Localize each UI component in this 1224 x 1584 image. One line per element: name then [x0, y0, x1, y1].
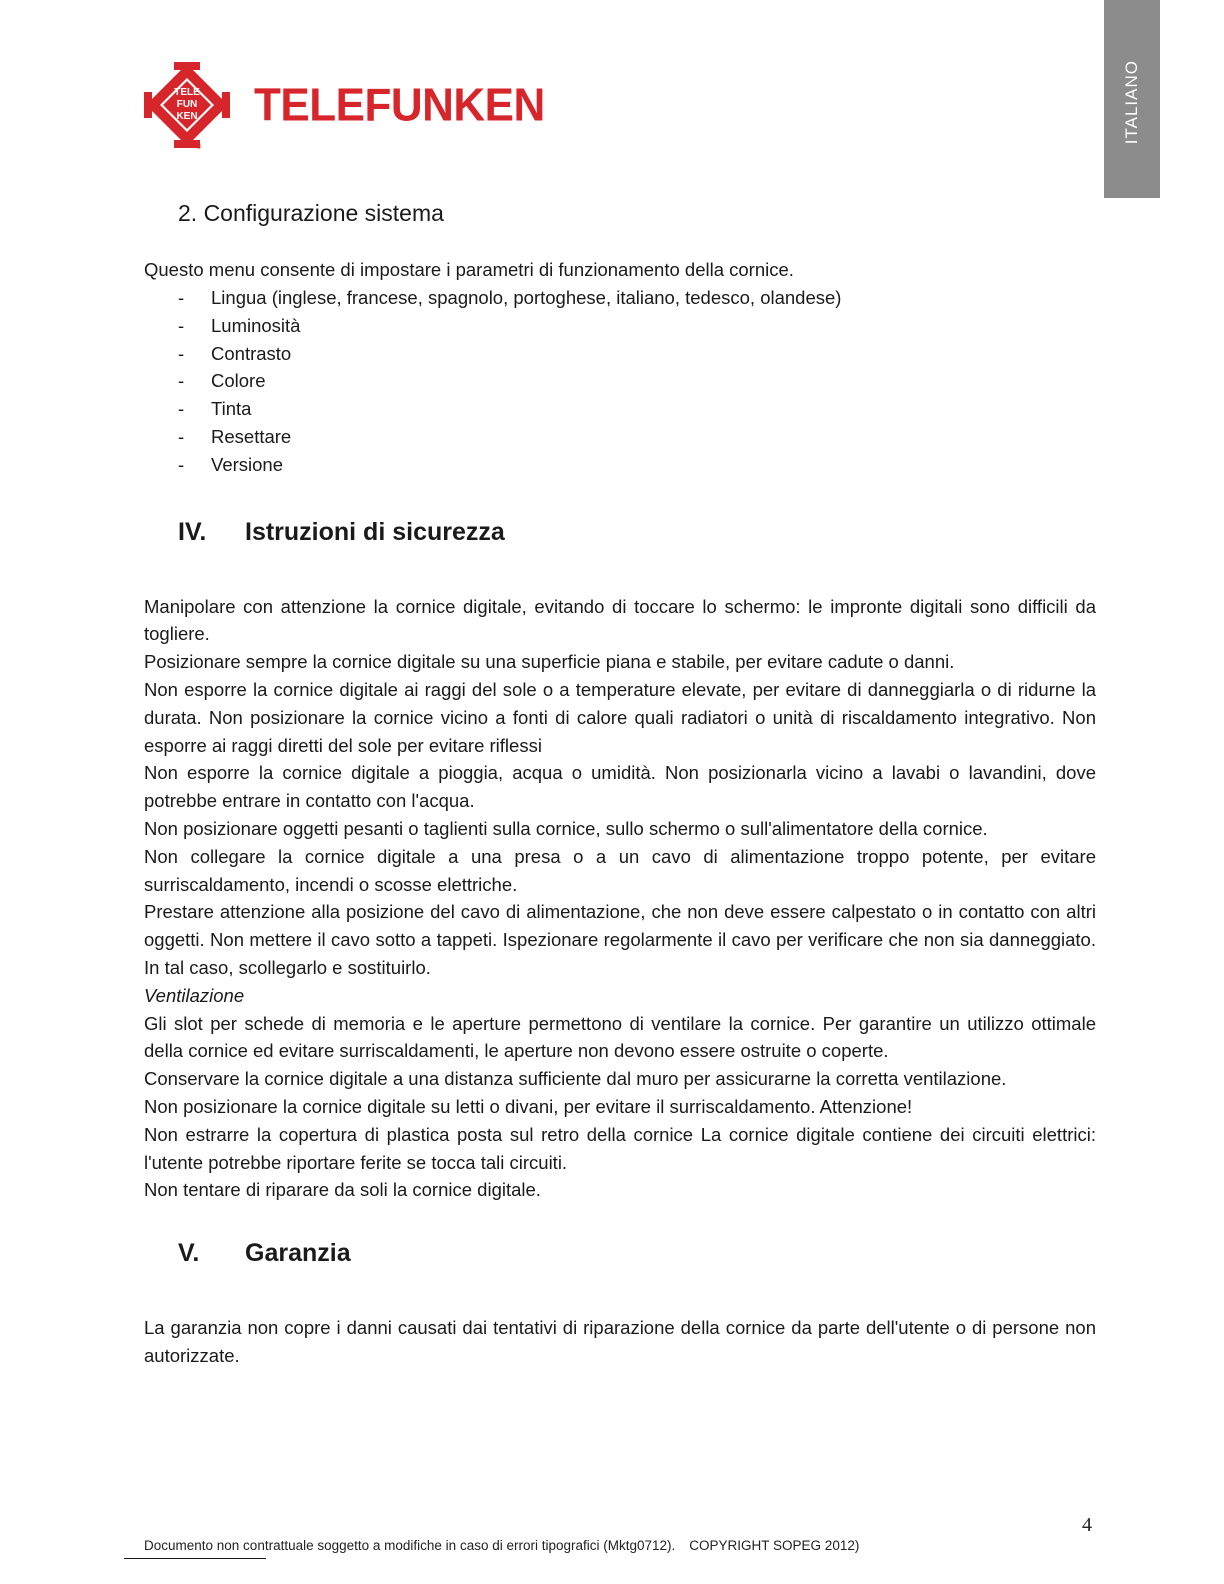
- warranty-title: Garanzia: [245, 1239, 351, 1268]
- sofa-paragraph: [144, 1093, 1096, 1121]
- final-paragraph: Non tentare di riparare da soli la cornice digitale.: [144, 1179, 541, 1201]
- safety-paragraph: Prestare attenzione alla posizione del cavo di alimentazione, che non deve essere calpestato o in contatto con altri oggetti. Non mettere il cavo sotto a tappeti. Ispezionare regolarmente il cavo per verificare che non sia danneggiato. In tal caso, scollegarlo e sostituirlo.: [144, 901, 1096, 978]
- list-item-text: Versione: [211, 453, 283, 475]
- warranty-numeral: V.: [178, 1239, 200, 1268]
- emblem-line-2: FUN: [176, 99, 198, 110]
- language-tab: [1104, 0, 1160, 198]
- safety-heading: [178, 515, 1096, 549]
- dash-bullet: -: [178, 370, 185, 392]
- list-item-text: Contrasto: [211, 342, 292, 364]
- list-item-text: Luminosità: [211, 314, 301, 336]
- telefunken-wordmark: TELEFUNKEN: [254, 79, 545, 132]
- list-item: [144, 395, 1096, 423]
- safety-numeral: IV.: [178, 517, 207, 546]
- list-item-text: Tinta: [211, 398, 252, 420]
- system-config-intro: Questo menu consente di impostare i parametri di funzionamento della cornice.: [144, 259, 794, 280]
- system-config-heading: 2. Configurazione sistema: [178, 200, 444, 226]
- list-item: [144, 451, 1096, 479]
- safety-paragraph: Non esporre la cornice digitale ai raggi del sole o a temperature elevate, per evitare di danneggiarla o di ridurne la durata. Non posizionare la cornice vicino a fonti di calore quali radiatori o unità di riscaldamento integrativo. Non esporre ai raggi diretti del sole per evitare riflessi: [144, 678, 1096, 756]
- ventilation-subheading: Ventilazione: [144, 984, 245, 1006]
- safety-paragraph: Non collegare la cornice digitale a una presa o a un cavo di alimentazione troppo potente, per evitare surriscaldamento, incendi o scosse elettriche.: [144, 845, 1096, 895]
- list-item: [144, 340, 1096, 368]
- list-item: [144, 284, 1096, 312]
- footer-copyright: COPYRIGHT SOPEG 2012): [689, 1538, 860, 1553]
- footer-disclaimer: Documento non contrattuale soggetto a modifiche in caso di errori tipografici (Mktg0712).: [144, 1538, 676, 1553]
- page-content: [144, 196, 1096, 1370]
- list-item-text: Resettare: [211, 425, 292, 447]
- list-item-text: Colore: [211, 370, 266, 392]
- dash-bullet: -: [178, 342, 185, 364]
- telefunken-logo: [144, 62, 545, 150]
- dash-bullet: -: [178, 453, 185, 475]
- list-item: [144, 312, 1096, 340]
- footer: [144, 1538, 859, 1553]
- footer-rule: [124, 1558, 266, 1559]
- final-paragraph: Non estrarre la copertura di plastica posta sul retro della cornice La cornice digitale contiene dei circuiti elettrici: l'utente potrebbe riportare ferite se tocca tali circuiti.: [144, 1123, 1096, 1173]
- ventilation-paragraph: Gli slot per schede di memoria e le aperture permettono di ventilare la cornice. Per garantire un utilizzo ottimale della cornice ed evitare surriscaldamenti, le aperture non devono essere ostruite o coperte.: [144, 1012, 1096, 1062]
- list-item: [144, 423, 1096, 451]
- attention-label: Attenzione!: [819, 1095, 913, 1117]
- dash-bullet: -: [178, 287, 185, 308]
- telefunken-emblem-icon: [144, 62, 230, 150]
- dash-bullet: -: [178, 425, 185, 447]
- safety-paragraph: Posizionare sempre la cornice digitale su una superficie piana e stabile, per evitare cadute o danni.: [144, 651, 955, 673]
- language-tab-label: ITALIANO: [1122, 60, 1141, 145]
- warranty-text: La garanzia non copre i danni causati dai tentativi di riparazione della cornice da parte dell'utente o di persone non autorizzate.: [144, 1317, 1096, 1367]
- emblem-line-1: TELE: [174, 87, 200, 98]
- registered-mark: ®: [196, 144, 202, 150]
- dash-bullet: -: [178, 314, 185, 336]
- warranty-heading: [178, 1236, 1096, 1270]
- list-item-text: Lingua (inglese, francese, spagnolo, portoghese, italiano, tedesco, olandese): [211, 287, 842, 308]
- sofa-text: Non posizionare la cornice digitale su letti o divani, per evitare il surriscaldamento.: [144, 1095, 816, 1117]
- safety-paragraph: Manipolare con attenzione la cornice digitale, evitando di toccare lo schermo: le impronte digitali sono difficili da togliere.: [144, 595, 1096, 645]
- ventilation-paragraph: Conservare la cornice digitale a una distanza sufficiente dal muro per assicurarne la corretta ventilazione.: [144, 1068, 1007, 1090]
- emblem-line-3: KEN: [176, 111, 198, 122]
- dash-bullet: -: [178, 398, 185, 420]
- page-number: 4: [1082, 1514, 1092, 1536]
- safety-paragraph: Non esporre la cornice digitale a pioggia, acqua o umidità. Non posizionarla vicino a lavabi o lavandini, dove potrebbe entrare in contatto con l'acqua.: [144, 762, 1096, 812]
- safety-body: [144, 593, 1096, 1205]
- safety-title: Istruzioni di sicurezza: [245, 517, 505, 546]
- list-item: [144, 367, 1096, 395]
- safety-paragraph: Non posizionare oggetti pesanti o taglienti sulla cornice, sullo schermo o sull'alimentatore della cornice.: [144, 817, 988, 839]
- settings-list: [144, 284, 1096, 479]
